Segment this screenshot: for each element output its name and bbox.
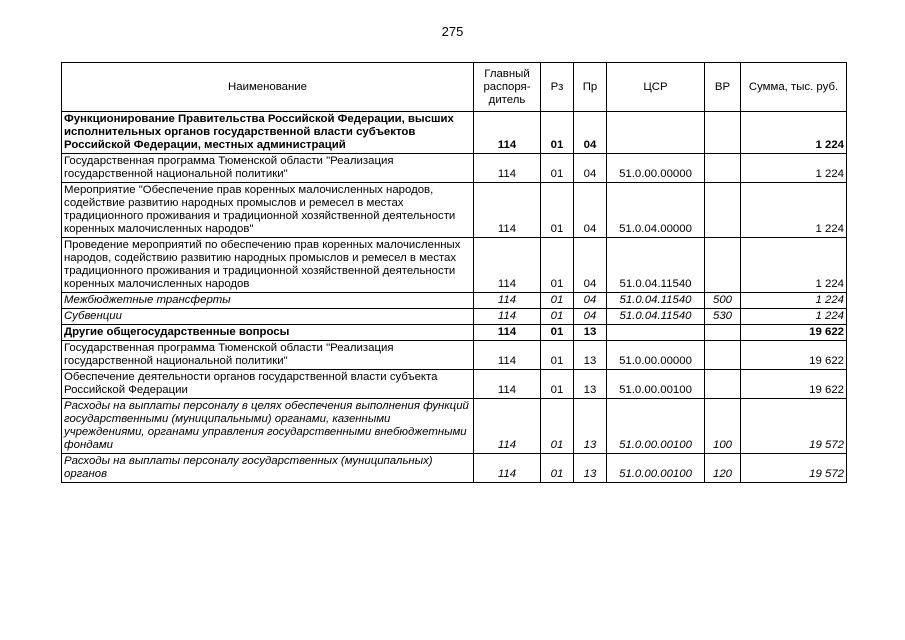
table-row bbox=[62, 399, 847, 454]
row-name: Государственная программа Тюменской области "Реализация государственной национальной политики" bbox=[62, 341, 474, 370]
row-pr: 04 bbox=[574, 112, 607, 154]
row-pr: 13 bbox=[574, 399, 607, 454]
row-vr: 530 bbox=[705, 309, 741, 325]
row-pr: 13 bbox=[574, 370, 607, 399]
row-main-manager: 114 bbox=[474, 341, 541, 370]
row-pr: 04 bbox=[574, 183, 607, 238]
row-vr: 100 bbox=[705, 399, 741, 454]
row-sum: 19 572 bbox=[741, 454, 847, 483]
row-rz: 01 bbox=[541, 341, 574, 370]
row-pr: 04 bbox=[574, 238, 607, 293]
row-main-manager: 114 bbox=[474, 325, 541, 341]
row-name: Мероприятие "Обеспечение прав коренных малочисленных народов, содействие развитию народных промыслов и ремесел в местах традиционного проживания и традиционной хозяйственной деятельности коренных малочисленных народов" bbox=[62, 183, 474, 238]
table-row bbox=[62, 341, 847, 370]
row-name: Расходы на выплаты персоналу в целях обеспечения выполнения функций государственными (муниципальными) органами, казенными учреждениями, органами управления государственными внебюджетными фондами bbox=[62, 399, 474, 454]
row-sum: 1 224 bbox=[741, 309, 847, 325]
row-vr bbox=[705, 154, 741, 183]
row-main-manager: 114 bbox=[474, 183, 541, 238]
row-name: Обеспечение деятельности органов государственной власти субъекта Российской Федерации bbox=[62, 370, 474, 399]
row-vr bbox=[705, 112, 741, 154]
table-body bbox=[62, 112, 847, 483]
table-row bbox=[62, 454, 847, 483]
row-csr: 51.0.04.11540 bbox=[607, 293, 705, 309]
page-number: 275 bbox=[441, 24, 464, 39]
table-row bbox=[62, 112, 847, 154]
row-name: Межбюджетные трансферты bbox=[62, 293, 474, 309]
table-row bbox=[62, 309, 847, 325]
row-rz: 01 bbox=[541, 183, 574, 238]
row-rz: 01 bbox=[541, 325, 574, 341]
row-csr: 51.0.04.11540 bbox=[607, 309, 705, 325]
row-rz: 01 bbox=[541, 293, 574, 309]
row-rz: 01 bbox=[541, 454, 574, 483]
header-vr: ВР bbox=[705, 63, 741, 112]
row-name: Другие общегосударственные вопросы bbox=[62, 325, 474, 341]
header-name: Наименование bbox=[62, 63, 474, 112]
table-row bbox=[62, 183, 847, 238]
row-pr: 04 bbox=[574, 154, 607, 183]
row-sum: 1 224 bbox=[741, 183, 847, 238]
row-csr: 51.0.04.11540 bbox=[607, 238, 705, 293]
row-pr: 13 bbox=[574, 325, 607, 341]
row-rz: 01 bbox=[541, 154, 574, 183]
row-pr: 13 bbox=[574, 454, 607, 483]
row-vr bbox=[705, 325, 741, 341]
row-main-manager: 114 bbox=[474, 309, 541, 325]
row-main-manager: 114 bbox=[474, 293, 541, 309]
row-main-manager: 114 bbox=[474, 154, 541, 183]
row-csr: 51.0.00.00000 bbox=[607, 341, 705, 370]
row-csr: 51.0.00.00100 bbox=[607, 454, 705, 483]
row-name: Государственная программа Тюменской области "Реализация государственной национальной политики" bbox=[62, 154, 474, 183]
table-row bbox=[62, 238, 847, 293]
row-rz: 01 bbox=[541, 112, 574, 154]
row-name: Расходы на выплаты персоналу государственных (муниципальных) органов bbox=[62, 454, 474, 483]
row-csr bbox=[607, 112, 705, 154]
header-pr: Пр bbox=[574, 63, 607, 112]
row-vr bbox=[705, 183, 741, 238]
table-row bbox=[62, 293, 847, 309]
row-csr: 51.0.00.00100 bbox=[607, 399, 705, 454]
row-csr: 51.0.04.00000 bbox=[607, 183, 705, 238]
row-rz: 01 bbox=[541, 309, 574, 325]
table-row bbox=[62, 154, 847, 183]
row-sum: 1 224 bbox=[741, 112, 847, 154]
row-vr: 120 bbox=[705, 454, 741, 483]
row-sum: 1 224 bbox=[741, 293, 847, 309]
row-name: Функционирование Правительства Российской Федерации, высших исполнительных органов государственной власти субъектов Российской Федерации, местных администраций bbox=[62, 112, 474, 154]
row-name: Проведение мероприятий по обеспечению прав коренных малочисленных народов, содействию развитию народных промыслов и ремесел в местах традиционного проживания и традиционной хозяйственной деятельности коренных малочисленных народов bbox=[62, 238, 474, 293]
row-vr bbox=[705, 341, 741, 370]
row-rz: 01 bbox=[541, 238, 574, 293]
row-sum: 1 224 bbox=[741, 154, 847, 183]
row-sum: 19 622 bbox=[741, 370, 847, 399]
row-sum: 19 622 bbox=[741, 341, 847, 370]
row-csr bbox=[607, 325, 705, 341]
row-vr bbox=[705, 238, 741, 293]
header-row bbox=[62, 63, 847, 112]
row-sum: 1 224 bbox=[741, 238, 847, 293]
table-row bbox=[62, 370, 847, 399]
header-sum: Сумма, тыс. руб. bbox=[741, 63, 847, 112]
header-main-manager: Главный распоря-дитель bbox=[474, 63, 541, 112]
budget-table bbox=[61, 62, 847, 483]
row-main-manager: 114 bbox=[474, 370, 541, 399]
table-row bbox=[62, 325, 847, 341]
row-pr: 04 bbox=[574, 293, 607, 309]
row-vr bbox=[705, 370, 741, 399]
header-rz: Рз bbox=[541, 63, 574, 112]
row-sum: 19 622 bbox=[741, 325, 847, 341]
row-csr: 51.0.00.00000 bbox=[607, 154, 705, 183]
row-rz: 01 bbox=[541, 399, 574, 454]
row-main-manager: 114 bbox=[474, 112, 541, 154]
header-csr: ЦСР bbox=[607, 63, 705, 112]
row-main-manager: 114 bbox=[474, 238, 541, 293]
row-rz: 01 bbox=[541, 370, 574, 399]
row-csr: 51.0.00.00100 bbox=[607, 370, 705, 399]
row-vr: 500 bbox=[705, 293, 741, 309]
row-pr: 04 bbox=[574, 309, 607, 325]
row-sum: 19 572 bbox=[741, 399, 847, 454]
row-main-manager: 114 bbox=[474, 454, 541, 483]
row-main-manager: 114 bbox=[474, 399, 541, 454]
row-name: Субвенции bbox=[62, 309, 474, 325]
row-pr: 13 bbox=[574, 341, 607, 370]
